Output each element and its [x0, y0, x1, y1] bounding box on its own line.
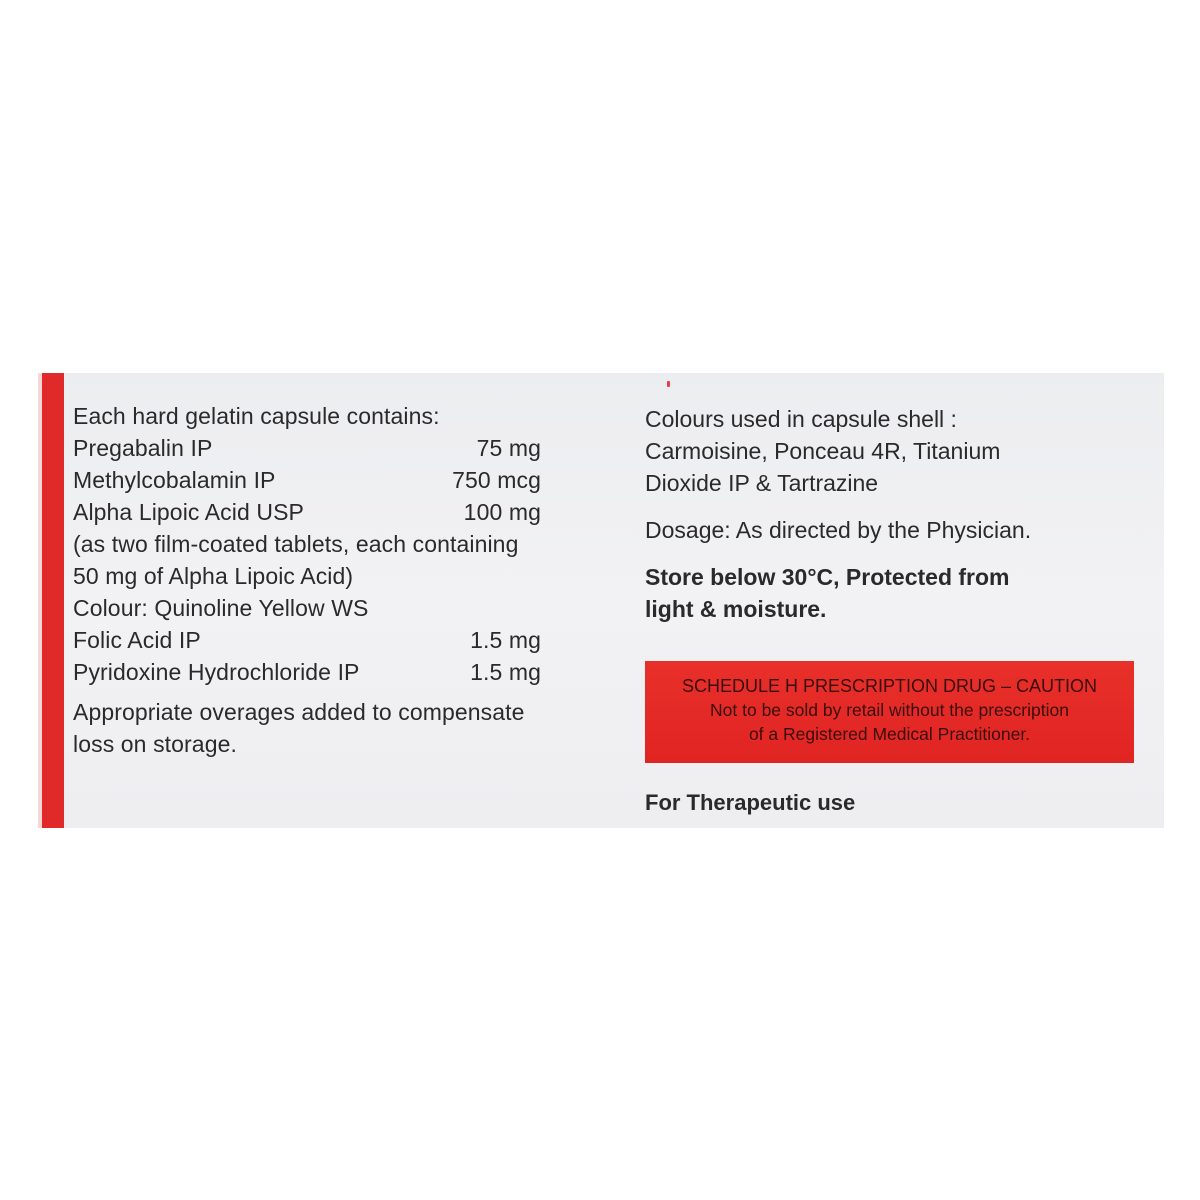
storage-text: light & moisture. — [645, 596, 827, 622]
ingredient-row — [73, 656, 613, 688]
ingredient-row — [73, 624, 613, 656]
composition-heading: Each hard gelatin capsule contains: — [73, 403, 440, 429]
colours-heading: Colours used in capsule shell : — [645, 406, 957, 432]
ingredient-row — [73, 496, 613, 528]
schedule-h-caution-box — [645, 661, 1134, 763]
colours-list-line: Carmoisine, Ponceau 4R, Titanium — [645, 438, 1001, 464]
print-speck — [667, 381, 670, 387]
ingredient-amount: 750 mcg — [452, 467, 541, 493]
tablet-note-line: 50 mg of Alpha Lipoic Acid) — [73, 563, 354, 589]
ingredient-amount: 1.5 mg — [470, 627, 541, 653]
spacer — [645, 499, 1145, 514]
overage-note-line: Appropriate overages added to compensate — [73, 699, 525, 725]
caution-header: SCHEDULE H PRESCRIPTION DRUG – CAUTION — [681, 676, 1098, 696]
ingredient-amount: 75 mg — [476, 435, 541, 461]
dosage-text: Dosage: As directed by the Physician. — [645, 517, 1032, 543]
red-side-strip — [42, 373, 64, 828]
colours-list-line: Dioxide IP & Tartrazine — [645, 470, 879, 496]
caution-line: Not to be sold by retail without the prescription — [710, 700, 1069, 720]
ingredient-name: Methylcobalamin IP — [73, 467, 276, 493]
ingredient-amount: 1.5 mg — [470, 659, 541, 685]
therapeutic-use-label: For Therapeutic use — [645, 790, 856, 815]
colour-note: Colour: Quinoline Yellow WS — [73, 595, 369, 621]
ingredient-name: Folic Acid IP — [73, 627, 201, 653]
composition-section — [73, 400, 613, 760]
ingredient-amount: 100 mg — [463, 499, 541, 525]
ingredient-name: Alpha Lipoic Acid USP — [73, 499, 304, 525]
caution-line: of a Registered Medical Practitioner. — [748, 724, 1031, 744]
tablet-note-line: (as two film-coated tablets, each containing — [73, 531, 519, 557]
ingredient-row — [73, 432, 613, 464]
ingredient-name: Pyridoxine Hydrochloride IP — [73, 659, 360, 685]
storage-text: Store below 30°C, Protected from — [645, 564, 1010, 590]
spacer — [73, 688, 613, 696]
overage-note-line: loss on storage. — [73, 731, 237, 757]
spacer — [645, 546, 1145, 561]
ingredient-row — [73, 464, 613, 496]
info-section — [645, 403, 1145, 625]
ingredient-name: Pregabalin IP — [73, 435, 213, 461]
